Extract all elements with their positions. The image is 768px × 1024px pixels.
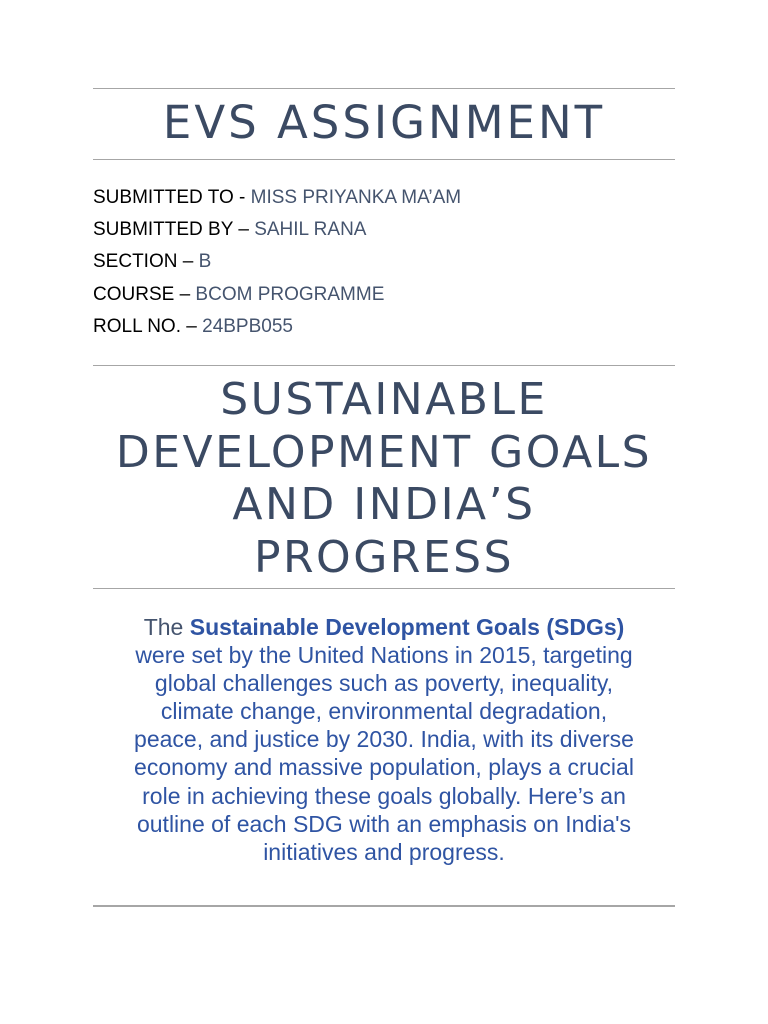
detail-label: SUBMITTED BY – — [93, 219, 255, 241]
detail-label: SUBMITTED TO - — [93, 187, 251, 208]
heading-bottom-rule — [93, 588, 675, 589]
intro-line: outline of each SDG with an emphasis on India's — [136, 810, 632, 837]
detail-roll-no — [93, 311, 461, 343]
submission-details — [93, 182, 461, 343]
intro-first-line — [93, 613, 675, 641]
detail-value: B — [198, 251, 212, 273]
intro-line: climate change, environmental degradation, — [160, 698, 608, 725]
intro-line: global challenges such as poverty, inequality, — [154, 670, 614, 697]
heading-top-rule — [93, 365, 675, 366]
detail-label: COURSE – — [93, 283, 196, 305]
detail-submitted-to — [93, 182, 461, 214]
intro-line: initiatives and progress. — [263, 838, 505, 865]
detail-label: SECTION – — [93, 251, 199, 273]
intro-line: peace, and justice by 2030. India, with its diverse — [134, 726, 634, 753]
intro-line: role in achieving these goals globally. Here’s an — [142, 782, 626, 809]
detail-submitted-by — [93, 214, 461, 246]
detail-label: ROLL NO. – — [93, 315, 203, 337]
detail-value: 24BPB055 — [202, 315, 293, 337]
intro-bold-term: Sustainable Development Goals (SDGs) — [189, 614, 625, 640]
title-top-rule — [93, 88, 675, 89]
title-bottom-rule — [93, 159, 675, 160]
intro-line: were set by the United Nations in 2015, targeting — [135, 642, 633, 669]
detail-value: BCOM PROGRAMME — [195, 283, 385, 305]
detail-section — [93, 246, 461, 278]
intro-line: economy and massive population, plays a crucial — [134, 754, 634, 781]
bottom-rule — [93, 905, 675, 907]
section-heading — [93, 374, 675, 584]
detail-course — [93, 279, 461, 311]
intro-lead: The — [143, 614, 190, 640]
heading-line: AND INDIA’S — [232, 479, 536, 530]
intro-paragraph — [93, 613, 675, 866]
heading-line: PROGRESS — [253, 531, 515, 583]
detail-value: SAHIL RANA — [254, 219, 367, 241]
heading-line: DEVELOPMENT GOALS — [115, 426, 653, 478]
heading-line: SUSTAINABLE — [220, 374, 548, 425]
document-title: EVS ASSIGNMENT — [162, 96, 606, 149]
detail-value: MISS PRIYANKA MA’AM — [250, 187, 462, 208]
